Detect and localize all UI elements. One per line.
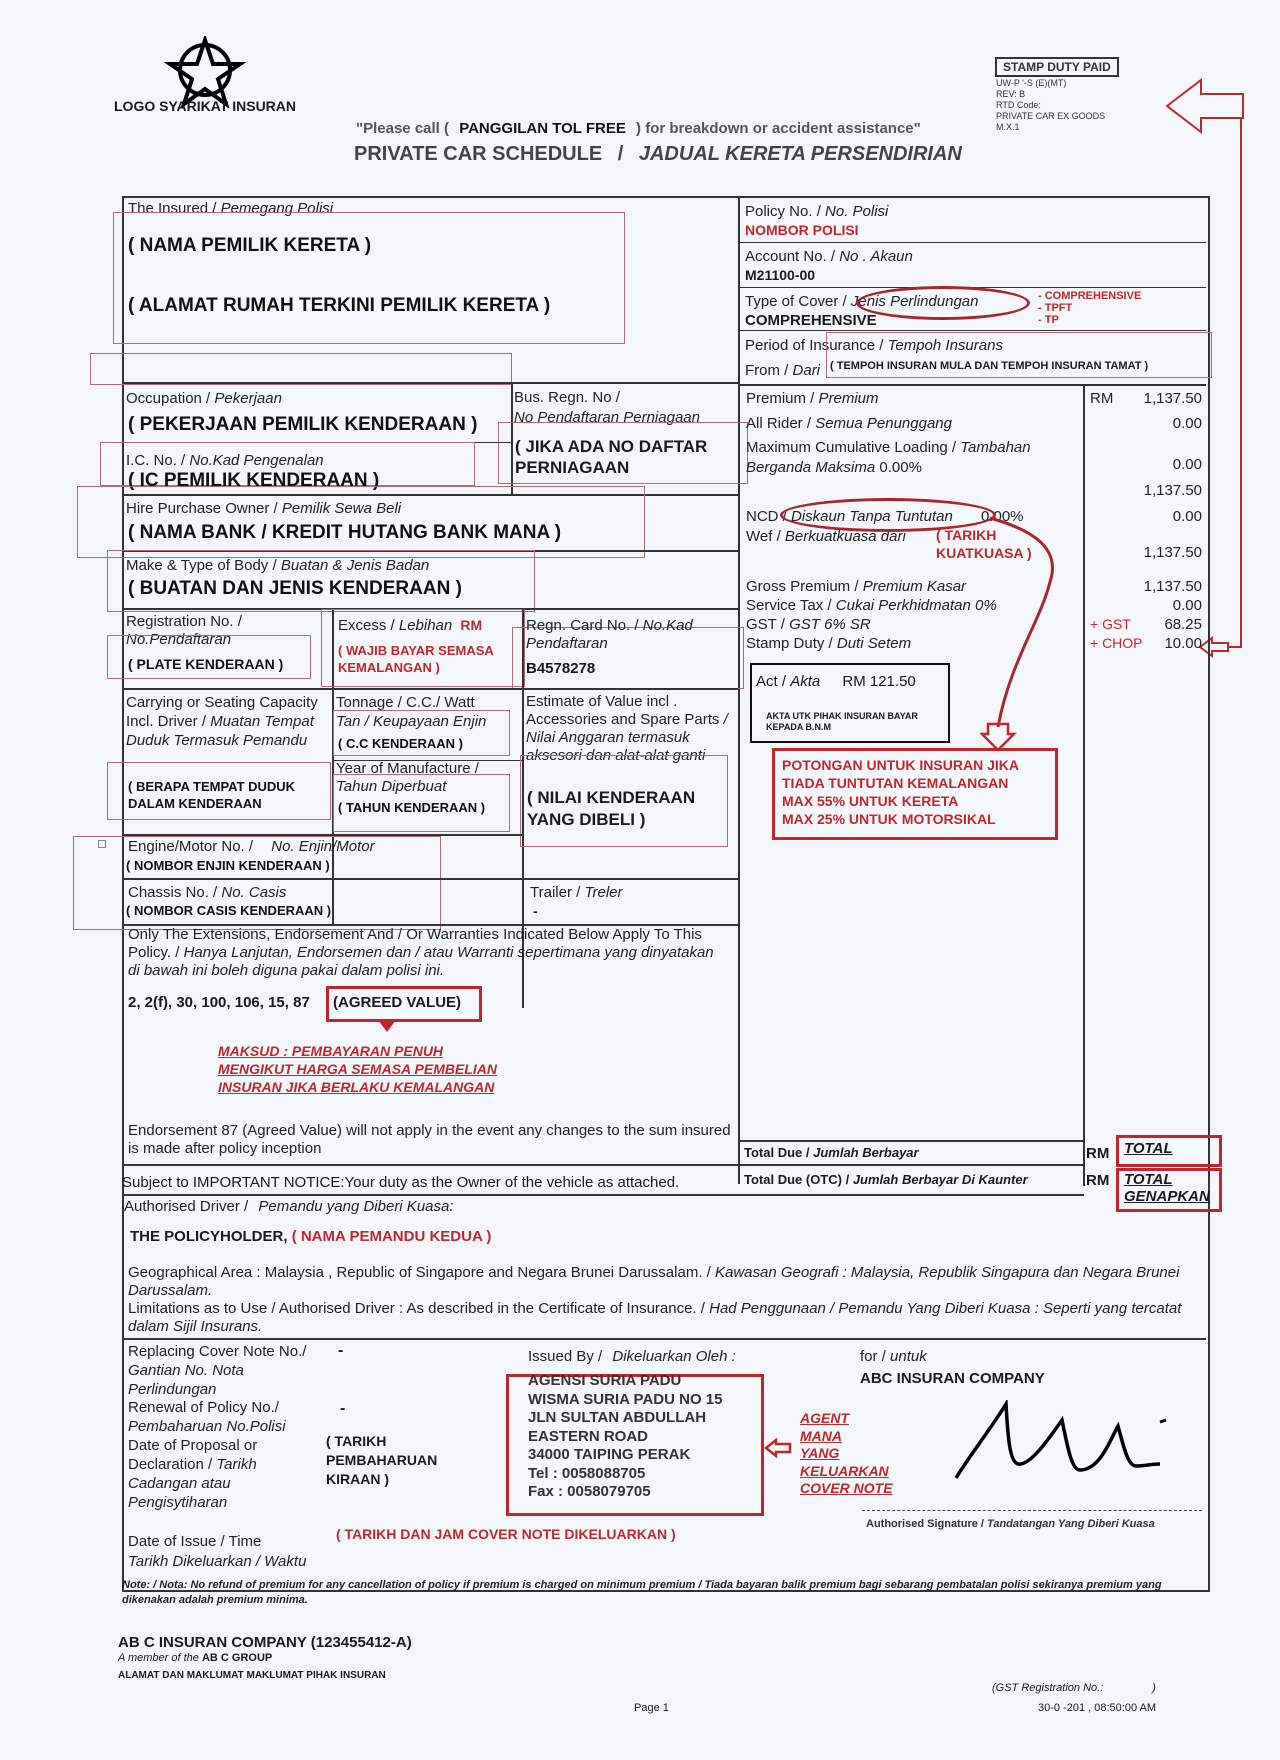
stamp-duty-badge: STAMP DUTY PAID bbox=[995, 57, 1119, 77]
total-value: TOTAL bbox=[1124, 1140, 1173, 1157]
regcard-value: B4578278 bbox=[526, 660, 596, 677]
divider bbox=[1083, 1140, 1085, 1186]
divider bbox=[122, 1194, 1084, 1196]
gst-value: 68.25 bbox=[1164, 616, 1202, 633]
geographical-area: Geographical Area : Malaysia , Republic of Singapore and Negara Brunei Darussalam. / Kawasan Geografi : Malaysia, Republik Singapura dan Negara Brunei Darussalam. bbox=[128, 1264, 1180, 1299]
act-label: Act / Akta RM 121.50 bbox=[756, 673, 916, 690]
policy-no-label: Policy No. / No. Polisi bbox=[745, 203, 889, 220]
hire-label: Hire Purchase Owner / Pemilik Sewa Beli bbox=[126, 500, 402, 517]
divider bbox=[122, 382, 738, 384]
signature-line bbox=[862, 1510, 1202, 1512]
insured-name: ( NAMA PEMILIK KERETA ) bbox=[128, 235, 372, 256]
meta-line: UW-P '-S (E)(MT) bbox=[996, 78, 1067, 88]
annotation-box bbox=[90, 353, 512, 385]
tonnage-value: ( C.C KENDERAAN ) bbox=[338, 736, 463, 751]
ic-value: ( IC PEMILIK KENDERAAN ) bbox=[128, 470, 380, 491]
checkbox[interactable] bbox=[98, 840, 106, 848]
curved-arrow-annotation bbox=[980, 512, 1070, 752]
excess-label: Excess / Lebihan RM bbox=[338, 617, 483, 634]
premium-row: Premium / Premium bbox=[746, 390, 879, 407]
title-sep: / bbox=[617, 143, 624, 165]
divider bbox=[122, 1338, 1206, 1340]
otc-value: TOTAL GENAPKAN bbox=[1124, 1171, 1210, 1205]
gross-premium-value: 1,137.50 bbox=[1143, 578, 1202, 595]
gst-row: GST / GST 6% SR bbox=[746, 616, 871, 633]
wef-row: Wef / Berkuatkuasa dari bbox=[746, 528, 906, 545]
call-prefix: "Please call ( bbox=[356, 120, 450, 137]
ic-label: I.C. No. / No.Kad Pengenalan bbox=[126, 452, 324, 469]
meta-line: RTD Code: bbox=[996, 100, 1041, 110]
loading-value: 0.00 bbox=[1172, 456, 1202, 473]
proposal-value: ( TARIKH PEMBAHARUAN KIRAAN ) bbox=[326, 1433, 438, 1487]
make-value: ( BUATAN DAN JENIS KENDERAAN ) bbox=[128, 578, 462, 599]
print-datetime: 30-0 -201 , 08:50:00 AM bbox=[1038, 1702, 1157, 1714]
trailer-value: - bbox=[533, 903, 538, 919]
endorsement-note: Endorsement 87 (Agreed Value) will not apply in the event any changes to the sum insured is made after policy inception bbox=[128, 1122, 731, 1157]
total-rm: RM bbox=[1086, 1145, 1110, 1162]
cover-options: - COMPREHENSIVE - TPFT - TP bbox=[1038, 290, 1142, 326]
cover-value: COMPREHENSIVE bbox=[745, 312, 877, 329]
hire-value: ( NAMA BANK / KREDIT HUTANG BANK MANA ) bbox=[128, 522, 562, 543]
down-arrow-icon bbox=[378, 1020, 396, 1032]
trailer-label: Trailer / Treler bbox=[530, 884, 623, 901]
annotation-line bbox=[1240, 118, 1242, 648]
divider bbox=[738, 1140, 1084, 1142]
from-label: From / Dari bbox=[745, 362, 821, 379]
period-value: ( TEMPOH INSURAN MULA DAN TEMPOH INSURAN TAMAT ) bbox=[830, 360, 1149, 372]
agreed-value-meaning: MAKSUD : PEMBAYARAN PENUH MENGIKUT HARGA SEMASA PEMBELIAN INSURAN JIKA BERLAKU KEMALANGAN bbox=[218, 1043, 497, 1095]
gst-prefix: + GST bbox=[1090, 616, 1131, 632]
footer-company: AB C INSURAN COMPANY (123455412-A) bbox=[118, 1634, 412, 1651]
form-meta bbox=[996, 78, 1105, 133]
assistance-line bbox=[356, 120, 921, 137]
stamp-duty-value: 10.00 bbox=[1164, 635, 1202, 652]
signature-label: Authorised Signature / Tandatangan Yang Diberi Kuasa bbox=[866, 1518, 1155, 1530]
chassis-value: ( NOMBOR CASIS KENDERAAN ) bbox=[126, 903, 332, 918]
title-en: PRIVATE CAR SCHEDULE bbox=[354, 143, 603, 165]
ncd-value: 0.00 bbox=[1172, 508, 1202, 525]
annotation-ellipse bbox=[856, 286, 1030, 320]
insured-label: The Insured / Pemegang Polisi bbox=[128, 200, 334, 217]
wef-note: ( TARIKH KUATKUASA ) bbox=[936, 527, 1032, 561]
make-label: Make & Type of Body / Buatan & Jenis Badan bbox=[126, 557, 430, 574]
divider bbox=[738, 384, 1206, 386]
subtotal-value: 1,137.50 bbox=[1143, 482, 1202, 499]
driver-label: Authorised Driver / Pemandu yang Diberi Kuasa: bbox=[124, 1198, 454, 1215]
engine-value: ( NOMBOR ENJIN KENDERAAN ) bbox=[126, 858, 330, 873]
year-value: ( TAHUN KENDERAAN ) bbox=[338, 800, 486, 815]
logo-text: LOGO SYARIKAT INSURAN bbox=[114, 98, 297, 114]
reg-value: ( PLATE KENDERAAN ) bbox=[128, 656, 284, 672]
insured-address: ( ALAMAT RUMAH TERKINI PEMILIK KERETA ) bbox=[128, 295, 551, 316]
occupation-label: Occupation / Pekerjaan bbox=[126, 390, 282, 407]
act-note: AKTA UTK PIHAK INSURAN BAYAR KEPADA B.N.M bbox=[766, 711, 918, 732]
endorsement-intro: Only The Extensions, Endorsement And / Or Warranties Indicated Below Apply To This Policy. / Hanya Lanjutan, Endorsemen dan / atau Warranti sepertimana yang dinyatakan di bawah ini boleh diguna pakai dalam polisi ini. bbox=[128, 926, 714, 979]
service-tax-value: 0.00 bbox=[1172, 597, 1202, 614]
reg-label: Registration No. / No.Pendaftaran bbox=[126, 613, 242, 648]
service-tax-row: Service Tax / Cukai Perkhidmatan 0% bbox=[746, 597, 997, 614]
left-arrow-icon bbox=[1165, 78, 1245, 134]
agent-address: AGENSI SURIA PADU WISMA SURIA PADU NO 15 JLN SULTAN ABDULLAH EASTERN ROAD 34000 TAIPING PERAK Tel : 0058088705 Fax : 0058079705 bbox=[528, 1372, 723, 1500]
engine-label: Engine/Motor No. / No. Enjin/Motor bbox=[128, 838, 375, 855]
policy-no-value: NOMBOR POLISI bbox=[745, 222, 859, 238]
divider bbox=[738, 330, 1206, 331]
annotation-line bbox=[1228, 646, 1242, 648]
meta-line: M.X.1 bbox=[996, 122, 1020, 132]
proposal-label: Date of Proposal or Declaration / Tarikh Cadangan atau Pengisytiharan bbox=[128, 1437, 258, 1511]
chop-prefix: + CHOP bbox=[1090, 635, 1143, 651]
agent-note: AGENT MANA YANG KELUARKAN COVER NOTE bbox=[800, 1410, 893, 1496]
otc-rm: RM bbox=[1086, 1172, 1110, 1189]
stamp-duty-row: Stamp Duty / Duti Setem bbox=[746, 635, 912, 652]
all-rider-row: All Rider / Semua Penunggang bbox=[746, 415, 952, 432]
issuer-company: ABC INSURAN COMPANY bbox=[860, 1370, 1045, 1387]
limitations-of-use: Limitations as to Use / Authorised Driver : As described in the Certificate of Insurance. / Had Penggunaan / Pemandu Yang Diberi Kuasa : Seperti yang tercatat dalam Sijil Insurans. bbox=[128, 1300, 1182, 1335]
for-label: for / untuk bbox=[860, 1348, 927, 1365]
page-number: Page 1 bbox=[634, 1702, 669, 1714]
date-issue-value: ( TARIKH DAN JAM COVER NOTE DIKELUARKAN ) bbox=[336, 1526, 676, 1542]
important-notice: Subject to IMPORTANT NOTICE:Your duty as the Owner of the vehicle as attached. bbox=[122, 1174, 680, 1191]
gross-premium-row: Gross Premium / Premium Kasar bbox=[746, 578, 967, 595]
call-suffix: ) for breakdown or accident assistance" bbox=[636, 120, 921, 137]
endorsement-codes: 2, 2(f), 30, 100, 106, 15, 87 bbox=[128, 994, 310, 1011]
year-label: Year of Manufacture / Tahun Diperbuat bbox=[336, 760, 479, 795]
replacing-label: Replacing Cover Note No./ Gantian No. Nota Perlindungan bbox=[128, 1343, 307, 1398]
signature bbox=[950, 1400, 1180, 1490]
title-ms: JADUAL KERETA PERSENDIRIAN bbox=[638, 143, 962, 165]
date-issue-label: Date of Issue / Time Tarikh Dikeluarkan / Waktu bbox=[128, 1533, 307, 1570]
account-value: M21100-00 bbox=[745, 267, 816, 283]
loading-row: Maximum Cumulative Loading / Tambahan Berganda Maksima 0.00% bbox=[746, 439, 1031, 476]
agreed-value: (AGREED VALUE) bbox=[333, 994, 462, 1011]
page-title bbox=[354, 143, 962, 166]
renewal-label: Renewal of Policy No./ Pembaharuan No.Polisi bbox=[128, 1399, 286, 1435]
meta-line: PRIVATE CAR EX GOODS bbox=[996, 111, 1106, 121]
busreg-label: Bus. Regn. No / No Pendaftaran Perniagaan bbox=[514, 389, 700, 426]
replacing-value: - bbox=[338, 1342, 344, 1359]
divider bbox=[738, 196, 740, 1184]
currency-label: RM bbox=[1090, 390, 1114, 407]
issued-by-label: Issued By / Dikeluarkan Oleh : bbox=[528, 1348, 736, 1365]
ncd-note: POTONGAN UNTUK INSURAN JIKA TIADA TUNTUTAN KEMALANGAN MAX 55% UNTUK KERETA MAX 25% UNTUK MOTORSIKAL bbox=[782, 757, 1019, 827]
seating-value: ( BERAPA TEMPAT DUDUK DALAM KENDERAAN bbox=[128, 779, 296, 811]
period-label: Period of Insurance / Tempoh Insurans bbox=[745, 337, 1003, 354]
annotation-box bbox=[113, 212, 625, 344]
all-rider-value: 0.00 bbox=[1172, 415, 1202, 432]
net-value: 1,137.50 bbox=[1143, 544, 1202, 561]
gst-registration: (GST Registration No.: ) bbox=[992, 1682, 1156, 1694]
divider bbox=[122, 688, 738, 690]
divider bbox=[1083, 384, 1085, 1184]
renewal-value: - bbox=[340, 1400, 346, 1417]
footer-address: ALAMAT DAN MAKLUMAT MAKLUMAT PIHAK INSURAN bbox=[118, 1670, 386, 1681]
ncd-row: NCD / Diskaun Tanpa Tuntutan 0.00% bbox=[746, 508, 1024, 525]
regcard-label: Regn. Card No. / No.Kad Pendaftaran bbox=[526, 617, 693, 652]
footer-member: A member of the AB C GROUP bbox=[118, 1652, 273, 1664]
occupation-value: ( PEKERJAAN PEMILIK KENDERAAN ) bbox=[128, 414, 478, 435]
tonnage-label: Tonnage / C.C./ Watt Tan / Keupayaan Enjin bbox=[336, 694, 487, 730]
act-box bbox=[750, 663, 950, 743]
meta-line: REV: B bbox=[996, 89, 1026, 99]
premium-value: 1,137.50 bbox=[1143, 390, 1202, 407]
otc-label: Total Due (OTC) / Jumlah Berbayar Di Kaunter bbox=[744, 1172, 1028, 1187]
divider bbox=[738, 242, 1206, 243]
total-due-label: Total Due / Jumlah Berbayar bbox=[744, 1145, 919, 1160]
busreg-value: ( JIKA ADA NO DAFTAR PERNIAGAAN bbox=[515, 437, 708, 477]
chassis-label: Chassis No. / No. Casis bbox=[128, 884, 287, 901]
excess-value: ( WAJIB BAYAR SEMASA KEMALANGAN ) bbox=[338, 643, 494, 675]
divider bbox=[122, 1164, 1084, 1166]
policyholder: THE POLICYHOLDER, ( NAMA PEMANDU KEDUA ) bbox=[130, 1228, 492, 1245]
account-label: Account No. / No . Akaun bbox=[745, 248, 913, 265]
left-arrow-icon bbox=[764, 1438, 792, 1458]
cover-label: Type of Cover / Jenis Perlindungan bbox=[745, 293, 979, 310]
estimate-value: ( NILAI KENDERAAN YANG DIBELI ) bbox=[527, 788, 696, 829]
footer-note: Note: / Nota: No refund of premium for any cancellation of policy if premium is charged on minimum premium / Tiada bayaran balik premium bagi sebarang pembatalan polisi sekiranya premium yang dikenakan adalah premium minima. bbox=[122, 1579, 1162, 1606]
divider bbox=[122, 878, 738, 880]
seating-label: Carrying or Seating Capacity Incl. Driver / Muatan Tempat Duduk Termasuk Pemandu bbox=[126, 694, 318, 749]
estimate-label: Estimate of Value incl . Accessories and Spare Parts / Nilai Anggaran termasuk aksesori dan alat-alat ganti bbox=[526, 693, 728, 764]
call-number: PANGGILAN TOL FREE bbox=[459, 120, 626, 137]
